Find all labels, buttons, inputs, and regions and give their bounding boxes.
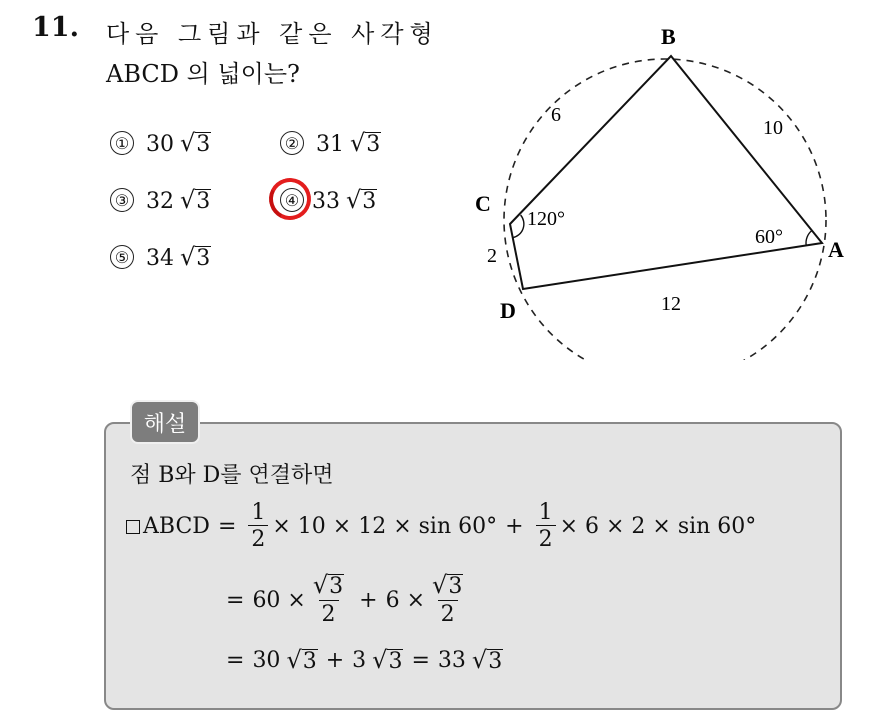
solution-intro: 점 B와 D를 연결하면 bbox=[130, 463, 334, 488]
term-b: 6 × bbox=[385, 587, 426, 613]
equals-sign: = bbox=[226, 647, 245, 673]
choice-3-marker: ③ bbox=[110, 188, 134, 212]
solution-line-3: = 30 √ 3 + 3 √ 3 = 33 √ 3 bbox=[226, 646, 503, 674]
fraction-half-2: $\frac{1}{2}$ bbox=[536, 500, 556, 554]
plus-sign: + bbox=[325, 647, 345, 673]
choice-3-coef: 32 bbox=[146, 189, 174, 214]
choice-1-radicand: 3 bbox=[196, 132, 211, 157]
plus-sign: + bbox=[505, 514, 524, 540]
choice-1-coef: 30 bbox=[146, 132, 174, 157]
coef-33: 33 bbox=[437, 647, 466, 673]
angle-a-label: 60° bbox=[755, 226, 783, 248]
question-text-line1: 다음 그림과 같은 사각형 bbox=[106, 20, 439, 48]
choice-2[interactable]: ② 31 √ 3 bbox=[280, 129, 381, 157]
choice-4-coef: 33 bbox=[312, 189, 340, 214]
choice-5-marker: ⑤ bbox=[110, 245, 134, 269]
choice-4-radicand: 3 bbox=[362, 189, 377, 214]
side-ba-length: 10 bbox=[763, 117, 783, 139]
vertex-label-c: C bbox=[475, 191, 491, 216]
choice-2-coef: 31 bbox=[316, 132, 344, 157]
choice-2-radicand: 3 bbox=[366, 132, 381, 157]
term-2: × 6 × 2 × sin 60° bbox=[559, 514, 757, 540]
solution-line-2 bbox=[226, 572, 470, 628]
choice-3[interactable]: ③ 32 √ 3 bbox=[110, 186, 211, 214]
vertex-label-a: A bbox=[828, 237, 844, 262]
choice-4-marker: ④ bbox=[280, 188, 304, 212]
fraction-root3-over-2-b: √ 3 2 bbox=[432, 571, 463, 627]
choice-5-radicand: 3 bbox=[196, 246, 211, 271]
quadrilateral-abcd bbox=[510, 56, 822, 289]
solution-tag: 해설 bbox=[130, 400, 200, 444]
choice-5[interactable]: ⑤ 34 √ 3 bbox=[110, 243, 211, 271]
equals-sign: = bbox=[226, 587, 245, 613]
choice-1[interactable]: ① 30 √ 3 bbox=[110, 129, 211, 157]
plus-sign: + bbox=[359, 587, 378, 613]
choice-2-marker: ② bbox=[280, 131, 304, 155]
angle-a-arc bbox=[806, 231, 812, 246]
side-da-length: 12 bbox=[661, 293, 681, 315]
choice-1-marker: ① bbox=[110, 131, 134, 155]
fraction-root3-over-2-a: √ 3 2 bbox=[312, 571, 344, 627]
choice-4[interactable]: ④ 33 √ 3 bbox=[280, 186, 377, 214]
choice-3-radicand: 3 bbox=[196, 189, 211, 214]
solution-line-1 bbox=[126, 500, 756, 554]
quadrilateral-symbol bbox=[126, 520, 140, 534]
side-cd-length: 2 bbox=[487, 245, 497, 267]
area-lhs: ABCD bbox=[143, 514, 210, 540]
side-bc-length: 6 bbox=[551, 104, 561, 126]
angle-c-label: 120° bbox=[527, 208, 565, 230]
term-a: 60 × bbox=[252, 587, 306, 613]
choice-5-coef: 34 bbox=[146, 246, 174, 271]
fraction-half-1: $\frac{1}{2}$ bbox=[248, 500, 268, 554]
question-number: 11. bbox=[32, 12, 79, 43]
coef-30: 30 bbox=[252, 647, 281, 673]
equals-sign-2: = bbox=[411, 647, 430, 673]
term-1: × 10 × 12 × sin 60° bbox=[272, 514, 498, 540]
coef-3: 3 bbox=[352, 647, 367, 673]
equals-sign: = bbox=[217, 514, 237, 540]
question-text-line2: ABCD 의 넓이는? bbox=[106, 60, 300, 88]
vertex-label-b: B bbox=[661, 24, 676, 49]
vertex-label-d: D bbox=[500, 298, 516, 323]
